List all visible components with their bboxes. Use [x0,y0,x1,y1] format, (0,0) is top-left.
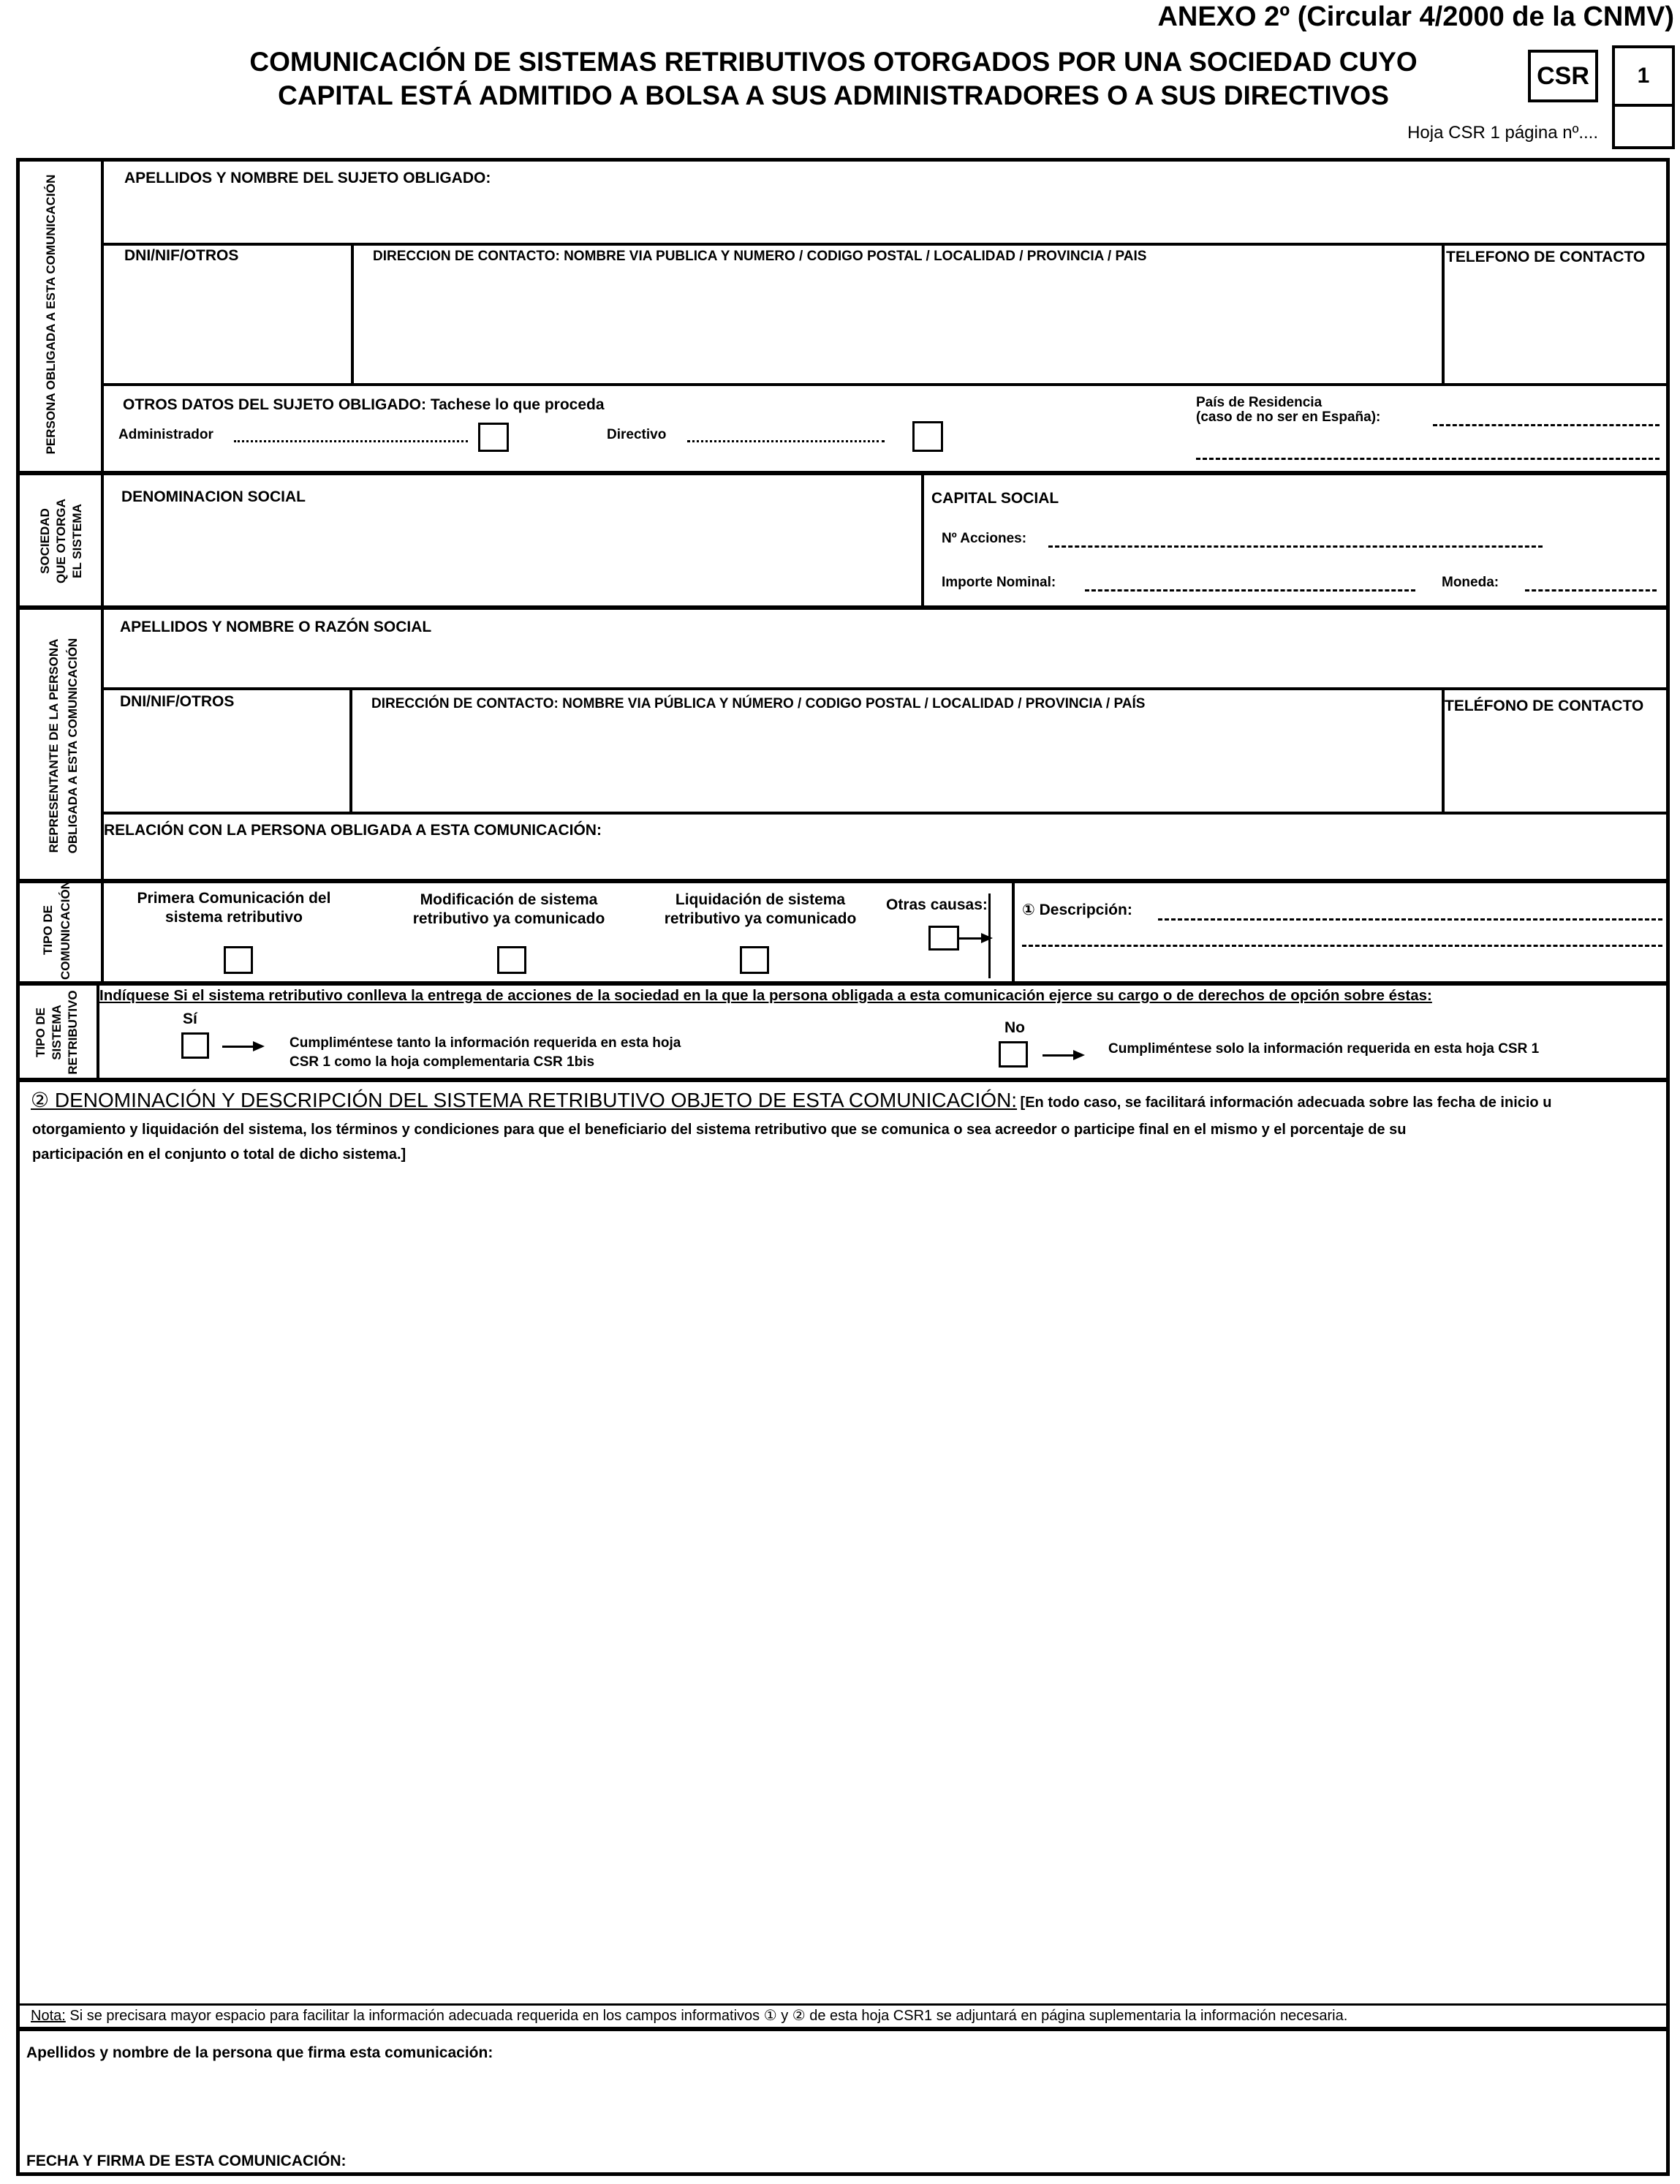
label-administrador: Administrador [118,427,213,442]
brace [988,893,1005,978]
side-label-sociedad-1: SOCIEDAD [38,508,52,574]
side-label-tipo-sis-2: SISTEMA [50,1005,64,1060]
label-pais-residencia: País de Residencia [1196,395,1323,410]
label-denominacion-social: DENOMINACION SOCIAL [121,488,306,505]
section-2-text-1: [En todo caso, se facilitará información adecuada sobre las fecha de inicio u [1020,1095,1552,1111]
nota [31,2006,1347,2025]
label-modificacion-line-2: retributivo ya comunicado [412,910,605,927]
side-label-representante-2: OBLIGADA A ESTA COMUNICACIÓN [66,638,80,854]
descripcion-line-1[interactable] [1158,918,1662,921]
label-descripcion: ① Descripción: [1022,902,1132,918]
form-title-line-2: CAPITAL ESTÁ ADMITIDO A BOLSA A SUS ADMINISTRADORES O A SUS DIRECTIVOS [278,80,1389,110]
label-si-text-2: CSR 1 como la hoja complementaria CSR 1bis [290,1054,595,1070]
si-arrow [222,1046,262,1048]
label-telefono-representante: TELÉFONO DE CONTACTO [1445,698,1644,714]
label-modificacion-line-1: Modificación de sistema [420,891,598,908]
label-telefono-sujeto: TELEFONO DE CONTACTO [1446,249,1646,265]
descripcion-line-2[interactable] [1022,945,1662,947]
label-liquidacion-line-1: Liquidación de sistema [675,891,846,908]
label-importe-nominal: Importe Nominal: [942,575,1056,590]
label-modificacion [392,891,626,929]
csr-code-box: CSR [1528,50,1598,102]
side-label-tipo-sis-3: RETRIBUTIVO [66,990,80,1075]
annex-heading: ANEXO 2º (Circular 4/2000 de la CNMV) [1157,1,1674,32]
label-apellidos-sujeto: APELLIDOS Y NOMBRE DEL SUJETO OBLIGADO: [124,170,491,186]
nota-text: Si se precisara mayor espacio para facilitar la información adecuada requerida en los campos informativos ① y ② de esta hoja CSR1 se adjuntará en página suplementaria la información necesaria. [65,2008,1348,2024]
pais-residencia-line-1[interactable] [1433,424,1660,426]
label-dni-representante: DNI/NIF/OTROS [120,693,235,710]
checkbox-administrador[interactable] [478,423,509,452]
label-dni-sujeto: DNI/NIF/OTROS [124,247,239,264]
page-number-label: Hoja CSR 1 página nº.... [1407,123,1598,143]
side-label-sociedad-3: EL SISTEMA [70,504,84,578]
checkbox-si[interactable] [181,1032,209,1059]
label-no: No [1004,1019,1025,1036]
label-si: Sí [183,1010,197,1027]
label-otros-datos: OTROS DATOS DEL SUJETO OBLIGADO: Tachese lo que proceda [123,396,605,413]
section-2-text-2: otorgamiento y liquidación del sistema, los términos y condiciones para que el beneficiario del sistema retributivo que se comunica o sea acreedor o participe final en el mismo y el porcentaje de su [32,1122,1407,1138]
label-tipo-sistema-question: Indíquese Si el sistema retributivo conlleva la entrega de acciones de la sociedad en la que la persona obligada a esta comunicación ejerce su cargo o de derechos de opción sobre éstas: [99,987,1432,1004]
checkbox-primera-comunicacion[interactable] [224,946,253,974]
label-capital-social: CAPITAL SOCIAL [931,490,1059,507]
otras-causas-arrow [959,937,990,940]
label-relacion: RELACIÓN CON LA PERSONA OBLIGADA A ESTA COMUNICACIÓN: [104,822,602,839]
side-label-tipo-sis-1: TIPO DE [34,1007,48,1058]
side-label-representante-1: REPRESENTANTE DE LA PERSONA [47,638,61,853]
side-label-tipo-com-1: TIPO DE [41,904,55,956]
checkbox-directivo[interactable] [912,421,943,452]
label-primera-comunicacion [124,889,344,927]
moneda-line[interactable] [1525,589,1657,592]
label-moneda: Moneda: [1442,575,1499,590]
label-no-text: Cumpliméntese solo la información requerida en esta hoja CSR 1 [1108,1041,1540,1057]
description-header [31,1088,1661,1112]
label-apellidos-representante: APELLIDOS Y NOMBRE O RAZÓN SOCIAL [120,619,432,635]
checkbox-otras-causas[interactable] [928,926,959,951]
checkbox-no[interactable] [999,1041,1028,1068]
side-label-sociedad-2: QUE OTORGA [54,499,68,583]
checkbox-liquidacion[interactable] [740,946,769,974]
checkbox-modificacion[interactable] [497,946,526,974]
description-text-area[interactable] [22,1170,1665,1996]
section-2-title: ② DENOMINACIÓN Y DESCRIPCIÓN DEL SISTEMA RETRIBUTIVO OBJETO DE ESTA COMUNICACIÓN: [31,1089,1018,1111]
label-acciones: Nº Acciones: [942,531,1027,546]
no-arrow [1043,1054,1082,1057]
label-directivo: Directivo [607,427,667,442]
form-title-line-1: COMUNICACIÓN DE SISTEMAS RETRIBUTIVOS OTORGADOS POR UNA SOCIEDAD CUYO [249,47,1418,77]
page-number-box[interactable] [1612,101,1675,149]
label-direccion-representante: DIRECCIÓN DE CONTACTO: NOMBRE VIA PÚBLICA Y NÚMERO / CODIGO POSTAL / LOCALIDAD / PROVINCIA / PAÍS [371,696,1146,711]
acciones-line[interactable] [1048,545,1543,548]
label-liquidacion-line-2: retributivo ya comunicado [664,910,857,927]
sheet-number-box: 1 [1612,45,1675,107]
label-liquidacion [643,891,877,929]
pais-residencia-line-2[interactable] [1196,458,1660,460]
label-fecha-firma: FECHA Y FIRMA DE ESTA COMUNICACIÓN: [26,2153,347,2169]
label-otras-causas: Otras causas: [886,896,988,913]
label-primera-line-2: sistema retributivo [165,909,303,926]
nota-label: Nota: [31,2008,66,2024]
label-pais-note: (caso de no ser en España): [1196,409,1381,425]
side-label-tipo-com-2: COMUNICACIÓN [58,880,72,980]
side-label-persona: PERSONA OBLIGADA A ESTA COMUNICACIÓN [44,174,58,455]
form-title [183,45,1484,113]
label-firmante: Apellidos y nombre de la persona que firma esta comunicación: [26,2044,493,2061]
label-si-text-1: Cumpliméntese tanto la información requerida en esta hoja [290,1035,681,1051]
section-2-text-3: participación en el conjunto o total de dicho sistema.] [32,1146,406,1163]
label-direccion-sujeto: DIRECCION DE CONTACTO: NOMBRE VIA PUBLICA Y NUMERO / CODIGO POSTAL / LOCALIDAD / PROVINCIA / PAIS [373,249,1147,264]
label-primera-line-1: Primera Comunicación del [137,890,331,907]
importe-nominal-line[interactable] [1085,589,1415,592]
